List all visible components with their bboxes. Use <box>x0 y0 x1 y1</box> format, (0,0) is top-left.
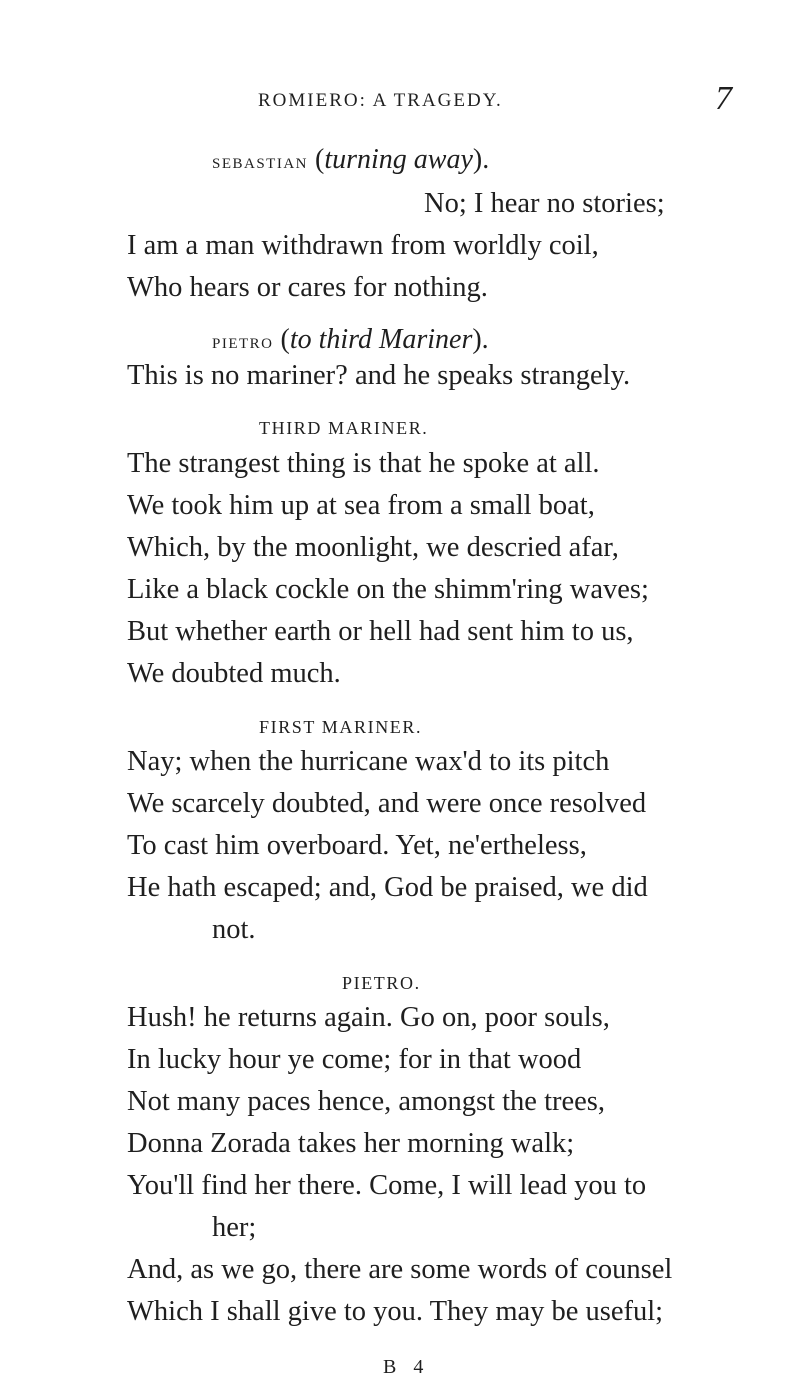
page-number: 7 <box>715 80 732 117</box>
speaker-name: pietro <box>212 329 274 353</box>
page-header <box>0 80 800 120</box>
verse-line: In lucky hour ye come; for in that wood <box>127 1044 582 1075</box>
verse-line: We doubted much. <box>127 658 341 689</box>
speaker-name: sebastian <box>212 149 309 173</box>
speaker-heading: FIRST MARINER. <box>259 717 423 737</box>
verse-line: Hush! he returns again. Go on, poor souls, <box>127 1002 610 1033</box>
verse-line: Nay; when the hurricane wax'd to its pitch <box>127 746 610 777</box>
verse-line-turnover: her; <box>212 1212 257 1243</box>
verse-line: No; I hear no stories; <box>424 188 665 219</box>
verse-line: Which I shall give to you. They may be useful; <box>127 1296 664 1327</box>
stage-direction-sebastian: sebastian (turning away). <box>212 144 490 175</box>
verse-line: To cast him overboard. Yet, ne'ertheless, <box>127 830 587 861</box>
verse-line: But whether earth or hell had sent him to us, <box>127 616 634 647</box>
verse-line: Like a black cockle on the shimm'ring waves; <box>127 574 649 605</box>
stage-direction-pietro: pietro (to third Mariner). <box>212 324 489 355</box>
verse-line: Donna Zorada takes her morning walk; <box>127 1128 575 1159</box>
direction-text: to third Mariner <box>289 324 473 355</box>
verse-line: The strangest thing is that he spoke at all. <box>127 448 600 479</box>
speaker-heading: THIRD MARINER. <box>259 418 429 438</box>
speaker-heading: PIETRO. <box>342 973 421 993</box>
verse-line-turnover: not. <box>212 914 256 945</box>
verse-line: This is no mariner? and he speaks strangely. <box>127 360 631 391</box>
verse-line: Not many paces hence, amongst the trees, <box>127 1086 606 1117</box>
verse-line: We took him up at sea from a small boat, <box>127 490 595 521</box>
verse-line: We scarcely doubted, and were once resolved <box>127 788 647 819</box>
signature-mark: B 4 <box>383 1356 430 1378</box>
verse-line: And, as we go, there are some words of counsel <box>127 1254 673 1285</box>
verse-line: I am a man withdrawn from worldly coil, <box>127 230 599 261</box>
verse-line: Which, by the moonlight, we descried afar, <box>127 532 619 563</box>
direction-text: turning away <box>324 144 473 175</box>
verse-line: He hath escaped; and, God be praised, we did <box>127 872 648 903</box>
running-title: ROMIERO: A TRAGEDY. <box>258 90 503 111</box>
verse-line: Who hears or cares for nothing. <box>127 272 488 303</box>
verse-line: You'll find her there. Come, I will lead you to <box>127 1170 647 1201</box>
